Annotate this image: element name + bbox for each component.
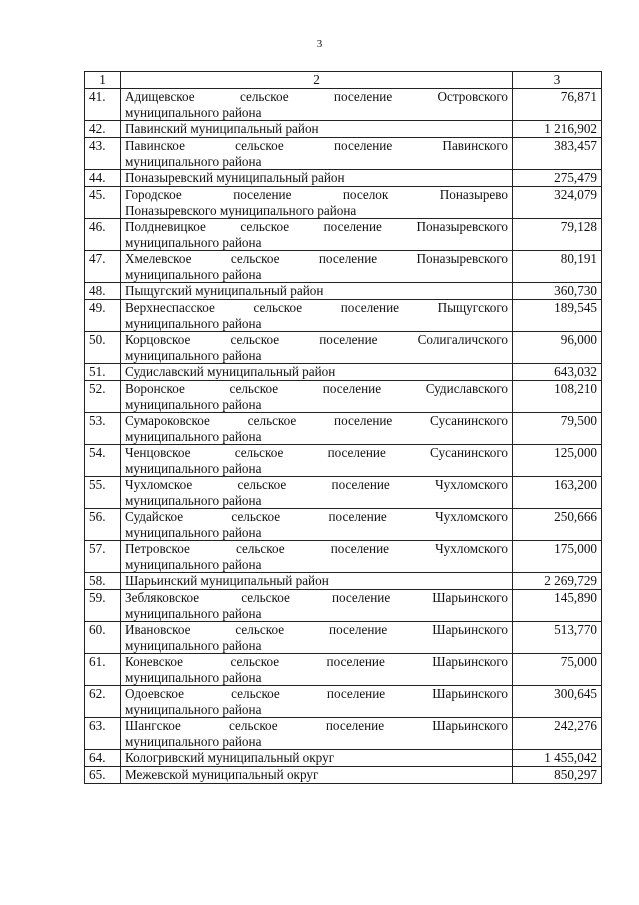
header-col-1: 1 bbox=[85, 72, 121, 89]
municipality-name bbox=[121, 541, 513, 573]
amount-value: 300,645 bbox=[513, 686, 602, 718]
amount-value: 850,297 bbox=[513, 767, 602, 784]
municipality-name bbox=[121, 300, 513, 332]
table-row bbox=[85, 509, 602, 541]
row-number: 44. bbox=[85, 170, 121, 187]
amount-value: 1 455,042 bbox=[513, 750, 602, 767]
municipality-name bbox=[121, 573, 513, 590]
amount-value: 163,200 bbox=[513, 477, 602, 509]
municipality-name bbox=[121, 477, 513, 509]
page-number: 3 bbox=[316, 38, 323, 50]
name-line-1: Шангское сельское поселение Шарьинского bbox=[125, 718, 508, 733]
name-line-2: муниципального района bbox=[125, 396, 262, 412]
row-number: 50. bbox=[85, 332, 121, 364]
name-line-1: Полдневицкое сельское поселение Поназыревского bbox=[125, 219, 508, 234]
amount-value: 96,000 bbox=[513, 332, 602, 364]
table-row bbox=[85, 89, 602, 121]
table-row bbox=[85, 750, 602, 767]
name-line-2: муниципального района bbox=[125, 234, 262, 250]
name-line-1: Ченцовское сельское поселение Сусанинского bbox=[125, 445, 508, 460]
row-number: 48. bbox=[85, 283, 121, 300]
table-row bbox=[85, 541, 602, 573]
row-number: 54. bbox=[85, 445, 121, 477]
table-row bbox=[85, 364, 602, 381]
municipality-name bbox=[121, 590, 513, 622]
row-number: 43. bbox=[85, 138, 121, 170]
name-line-2: Поназыревского муниципального района bbox=[125, 202, 357, 218]
table-row bbox=[85, 300, 602, 332]
amount-value: 1 216,902 bbox=[513, 121, 602, 138]
name-line-1: Межевской муниципальный округ bbox=[125, 767, 319, 782]
municipality-name bbox=[121, 767, 513, 784]
amount-value: 108,210 bbox=[513, 381, 602, 413]
municipality-name bbox=[121, 332, 513, 364]
table-row bbox=[85, 121, 602, 138]
row-number: 56. bbox=[85, 509, 121, 541]
name-line-2: муниципального района bbox=[125, 492, 262, 508]
table-row bbox=[85, 718, 602, 750]
table-row bbox=[85, 767, 602, 784]
municipality-name bbox=[121, 445, 513, 477]
amount-value: 75,000 bbox=[513, 654, 602, 686]
row-number: 57. bbox=[85, 541, 121, 573]
name-line-1: Воронское сельское поселение Судиславского bbox=[125, 381, 508, 396]
amount-value: 125,000 bbox=[513, 445, 602, 477]
name-line-1: Судиславский муниципальный район bbox=[125, 364, 336, 379]
table-row bbox=[85, 283, 602, 300]
row-number: 65. bbox=[85, 767, 121, 784]
name-line-1: Петровское сельское поселение Чухломского bbox=[125, 541, 508, 556]
name-line-2: муниципального района bbox=[125, 637, 262, 653]
amount-value: 79,500 bbox=[513, 413, 602, 445]
name-line-2: муниципального района bbox=[125, 605, 262, 621]
amount-value: 175,000 bbox=[513, 541, 602, 573]
name-line-2: муниципального района bbox=[125, 669, 262, 685]
row-number: 45. bbox=[85, 187, 121, 219]
amount-value: 250,666 bbox=[513, 509, 602, 541]
municipality-name bbox=[121, 686, 513, 718]
amount-value: 643,032 bbox=[513, 364, 602, 381]
name-line-2: муниципального района bbox=[125, 347, 262, 363]
amount-value: 513,770 bbox=[513, 622, 602, 654]
amount-value: 360,730 bbox=[513, 283, 602, 300]
table-row bbox=[85, 590, 602, 622]
municipality-name bbox=[121, 413, 513, 445]
header-col-3: 3 bbox=[513, 72, 602, 89]
table-row bbox=[85, 219, 602, 251]
amount-value: 189,545 bbox=[513, 300, 602, 332]
table-row bbox=[85, 654, 602, 686]
name-line-2: муниципального района bbox=[125, 428, 262, 444]
row-number: 63. bbox=[85, 718, 121, 750]
row-number: 59. bbox=[85, 590, 121, 622]
name-line-1: Кологривский муниципальный округ bbox=[125, 750, 335, 765]
municipality-name bbox=[121, 170, 513, 187]
municipality-name bbox=[121, 219, 513, 251]
name-line-2: муниципального района bbox=[125, 266, 262, 282]
row-number: 51. bbox=[85, 364, 121, 381]
table-row bbox=[85, 332, 602, 364]
name-line-1: Сумароковское сельское поселение Сусанинского bbox=[125, 413, 508, 428]
table-row bbox=[85, 413, 602, 445]
name-line-1: Чухломское сельское поселение Чухломского bbox=[125, 477, 508, 492]
name-line-1: Ивановское сельское поселение Шарьинского bbox=[125, 622, 508, 637]
name-line-1: Корцовское сельское поселение Солигаличского bbox=[125, 332, 508, 347]
municipality-name bbox=[121, 187, 513, 219]
row-number: 46. bbox=[85, 219, 121, 251]
name-line-1: Коневское сельское поселение Шарьинского bbox=[125, 654, 508, 669]
row-number: 60. bbox=[85, 622, 121, 654]
name-line-2: муниципального района bbox=[125, 733, 262, 749]
allocation-table bbox=[84, 71, 602, 784]
table-row bbox=[85, 622, 602, 654]
name-line-1: Павинский муниципальный район bbox=[125, 121, 319, 136]
name-line-1: Поназыревский муниципальный район bbox=[125, 170, 345, 185]
name-line-2: муниципального района bbox=[125, 701, 262, 717]
table-row bbox=[85, 251, 602, 283]
row-number: 42. bbox=[85, 121, 121, 138]
row-number: 53. bbox=[85, 413, 121, 445]
name-line-2: муниципального района bbox=[125, 556, 262, 572]
municipality-name bbox=[121, 251, 513, 283]
table-row bbox=[85, 573, 602, 590]
amount-value: 383,457 bbox=[513, 138, 602, 170]
row-number: 47. bbox=[85, 251, 121, 283]
table-header-row bbox=[85, 72, 602, 89]
name-line-1: Хмелевское сельское поселение Поназыревского bbox=[125, 251, 508, 266]
name-line-2: муниципального района bbox=[125, 315, 262, 331]
name-line-1: Верхнеспасское сельское поселение Пыщугского bbox=[125, 300, 508, 315]
amount-value: 76,871 bbox=[513, 89, 602, 121]
amount-value: 79,128 bbox=[513, 219, 602, 251]
amount-value: 145,890 bbox=[513, 590, 602, 622]
name-line-1: Адищевское сельское поселение Островского bbox=[125, 89, 508, 104]
row-number: 62. bbox=[85, 686, 121, 718]
municipality-name bbox=[121, 381, 513, 413]
municipality-name bbox=[121, 509, 513, 541]
row-number: 61. bbox=[85, 654, 121, 686]
row-number: 58. bbox=[85, 573, 121, 590]
municipality-name bbox=[121, 718, 513, 750]
row-number: 64. bbox=[85, 750, 121, 767]
amount-value: 242,276 bbox=[513, 718, 602, 750]
row-number: 49. bbox=[85, 300, 121, 332]
amount-value: 2 269,729 bbox=[513, 573, 602, 590]
table-row bbox=[85, 686, 602, 718]
table-row bbox=[85, 381, 602, 413]
row-number: 55. bbox=[85, 477, 121, 509]
table-row bbox=[85, 445, 602, 477]
name-line-1: Шарьинский муниципальный район bbox=[125, 573, 329, 588]
name-line-1: Пыщугский муниципальный район bbox=[125, 283, 324, 298]
municipality-name bbox=[121, 622, 513, 654]
municipality-name bbox=[121, 364, 513, 381]
municipality-name bbox=[121, 654, 513, 686]
name-line-2: муниципального района bbox=[125, 104, 262, 120]
table-row bbox=[85, 477, 602, 509]
amount-value: 275,479 bbox=[513, 170, 602, 187]
municipality-name bbox=[121, 89, 513, 121]
name-line-1: Одоевское сельское поселение Шарьинского bbox=[125, 686, 508, 701]
name-line-2: муниципального района bbox=[125, 153, 262, 169]
municipality-name bbox=[121, 750, 513, 767]
municipality-name bbox=[121, 283, 513, 300]
table-row bbox=[85, 187, 602, 219]
table-row bbox=[85, 138, 602, 170]
table-row bbox=[85, 170, 602, 187]
amount-value: 324,079 bbox=[513, 187, 602, 219]
name-line-2: муниципального района bbox=[125, 524, 262, 540]
municipality-name bbox=[121, 138, 513, 170]
name-line-1: Зебляковское сельское поселение Шарьинского bbox=[125, 590, 508, 605]
header-col-2: 2 bbox=[121, 72, 513, 89]
name-line-1: Судайское сельское поселение Чухломского bbox=[125, 509, 508, 524]
name-line-1: Городское поселение поселок Поназырево bbox=[125, 187, 508, 202]
municipality-name bbox=[121, 121, 513, 138]
amount-value: 80,191 bbox=[513, 251, 602, 283]
row-number: 52. bbox=[85, 381, 121, 413]
name-line-2: муниципального района bbox=[125, 460, 262, 476]
row-number: 41. bbox=[85, 89, 121, 121]
name-line-1: Павинское сельское поселение Павинского bbox=[125, 138, 508, 153]
